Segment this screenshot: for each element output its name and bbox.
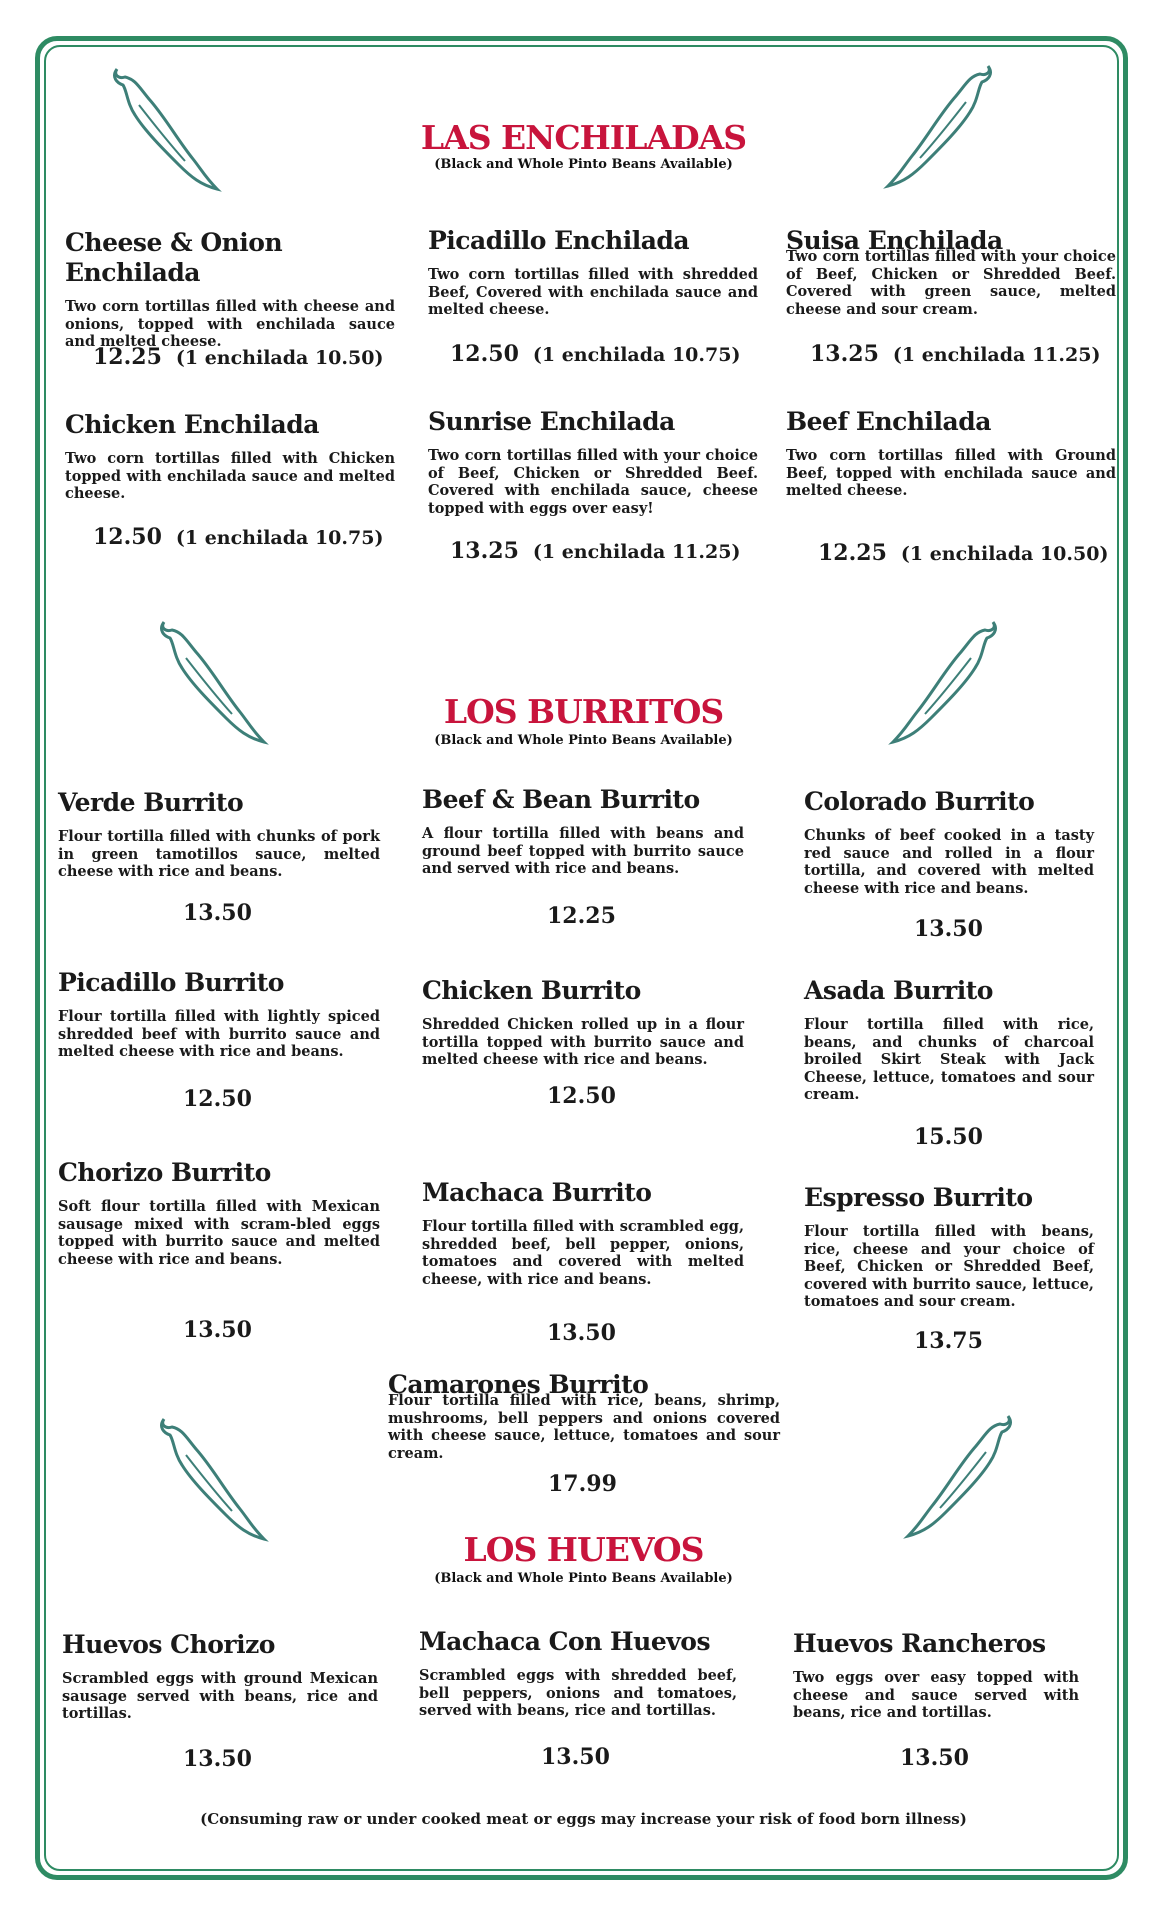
item-price: 13.50 [547,1320,616,1346]
section-subtitle-burritos: (Black and Whole Pinto Beans Available) [434,733,733,748]
item-name: Huevos Chorizo [62,1630,275,1659]
item-name: Suisa Enchilada [786,226,1003,255]
item-price: 12.50 [183,1086,252,1112]
item-name: Verde Burrito [58,788,244,817]
menu-item [422,785,744,878]
menu-item [428,226,758,319]
item-description: Flour tortilla filled with scrambled egg, shredded beef, bell pepper, onions, tomatoes and covered with melted cheese, with rice and beans. [422,1218,744,1288]
item-description: Two corn tortillas filled with Ground Beef, topped with enchilada sauce and melted cheese. [786,447,1116,499]
item-description: Two corn tortillas filled with your choice of Beef, Chicken or Shredded Beef. Covered with green sauce, melted cheese and sour cream. [786,248,1116,318]
item-price: 12.50 (1 enchilada 10.75) [450,341,741,367]
item-name: Espresso Burrito [804,1183,1033,1212]
item-description: Shredded Chicken rolled up in a flour tortilla topped with burrito sauce and melted cheese with rice and beans. [422,1016,744,1068]
item-name: Huevos Rancheros [793,1629,1046,1658]
item-price: 12.25 (1 enchilada 10.50) [93,344,384,370]
item-name: Picadillo Burrito [58,968,284,997]
menu-item [422,976,744,1069]
item-price: 12.50 [547,1083,616,1109]
menu-item [804,787,1094,897]
menu-item [65,228,395,351]
item-description: Flour tortilla filled with beans, rice, cheese and your choice of Beef, Chicken or Shredded Beef, covered with burrito sauce, lettuce, tomatoes and sour cream. [804,1223,1094,1310]
item-price: 13.50 [541,1744,610,1770]
menu-item [422,1178,744,1288]
item-description: Scrambled eggs with ground Mexican sausage served with beans, rice and tortillas. [62,1670,378,1722]
item-description: Scrambled eggs with shredded beef, bell peppers, onions and tomatoes, served with beans, rice and tortillas. [419,1667,737,1719]
section-title-burritos: LOS BURRITOS [443,692,724,731]
item-price: 12.25 (1 enchilada 10.50) [818,540,1109,566]
item-price: 13.50 [900,1745,969,1771]
menu-item [786,226,1116,318]
section-subtitle-huevos: (Black and Whole Pinto Beans Available) [434,1571,733,1586]
item-description: Two corn tortillas filled with shredded Beef, Covered with enchilada sauce and melted cheese. [428,266,758,318]
item-price: 13.50 [183,900,252,926]
item-description: Two corn tortillas filled with Chicken topped with enchilada sauce and melted cheese. [65,450,395,502]
item-price: 13.25 (1 enchilada 11.25) [810,341,1101,367]
item-name: Beef & Bean Burrito [422,785,700,814]
item-name: Machaca Con Huevos [419,1627,711,1656]
item-description: Flour tortilla filled with chunks of pork in green tamotillos sauce, melted cheese with rice and beans. [58,828,380,880]
item-description: A flour tortilla filled with beans and ground beef topped with burrito sauce and served with rice and beans. [422,825,744,877]
menu-item [58,788,380,881]
item-name: Picadillo Enchilada [428,226,690,255]
menu-item [804,976,1094,1104]
section-title-enchiladas: LAS ENCHILADAS [420,118,747,157]
item-name: Cheese & Onion Enchilada [65,228,283,287]
item-name: Beef Enchilada [786,407,991,436]
item-name: Chicken Enchilada [65,410,319,439]
menu-item [419,1627,737,1720]
menu-item [58,1158,380,1268]
menu-item [58,968,380,1061]
item-price: 13.50 [183,1746,252,1772]
menu-item [62,1630,378,1723]
menu-item [804,1183,1094,1311]
item-name: Sunrise Enchilada [428,407,675,436]
menu-item [65,410,395,503]
menu-item [786,407,1116,500]
item-description: Two corn tortillas filled with your choice of Beef, Chicken or Shredded Beef. Covered with enchilada sauce, cheese topped with eggs over easy! [428,447,758,517]
item-price: 13.75 [914,1328,983,1354]
chili-pepper-icon [152,1415,272,1545]
chili-pepper-icon [900,1412,1020,1542]
item-name: Chorizo Burrito [58,1158,271,1187]
item-description: Two corn tortillas filled with cheese and onions, topped with enchilada sauce and melted cheese. [65,298,395,350]
item-price: 13.25 (1 enchilada 11.25) [450,538,741,564]
item-name: Machaca Burrito [422,1178,652,1207]
item-name: Asada Burrito [804,976,993,1005]
section-title-huevos: LOS HUEVOS [463,1530,704,1569]
menu-item [388,1370,780,1462]
item-price: 13.50 [914,916,983,942]
item-name: Camarones Burrito [388,1370,649,1399]
menu-item [793,1629,1079,1722]
item-description: Chunks of beef cooked in a tasty red sauce and rolled in a flour tortilla, and covered with melted cheese with rice and beans. [804,827,1094,897]
item-price: 17.99 [548,1471,617,1497]
item-name: Chicken Burrito [422,976,641,1005]
item-name: Colorado Burrito [804,787,1035,816]
section-subtitle-enchiladas: (Black and Whole Pinto Beans Available) [434,157,733,172]
item-description: Flour tortilla filled with rice, beans, shrimp, mushrooms, bell peppers and onions covered with cheese sauce, lettuce, tomatoes and sour cream. [388,1392,780,1462]
item-price: 12.50 (1 enchilada 10.75) [93,524,384,550]
item-price: 13.50 [183,1317,252,1343]
item-description: Flour tortilla filled with rice, beans, and chunks of charcoal broiled Skirt Steak with Jack Cheese, lettuce, tomatoes and sour cream. [804,1016,1094,1103]
item-description: Flour tortilla filled with lightly spiced shredded beef with burrito sauce and melted cheese with rice and beans. [58,1008,380,1060]
item-description: Two eggs over easy topped with cheese and sauce served with beans, rice and tortillas. [793,1669,1079,1721]
item-description: Soft flour tortilla filled with Mexican sausage mixed with scram-bled eggs topped with burrito sauce and melted cheese with rice and beans. [58,1198,380,1268]
health-disclaimer: (Consuming raw or under cooked meat or eggs may increase your risk of food born illness) [200,1810,967,1828]
item-price: 15.50 [914,1124,983,1150]
item-price: 12.25 [547,903,616,929]
menu-item [428,407,758,517]
